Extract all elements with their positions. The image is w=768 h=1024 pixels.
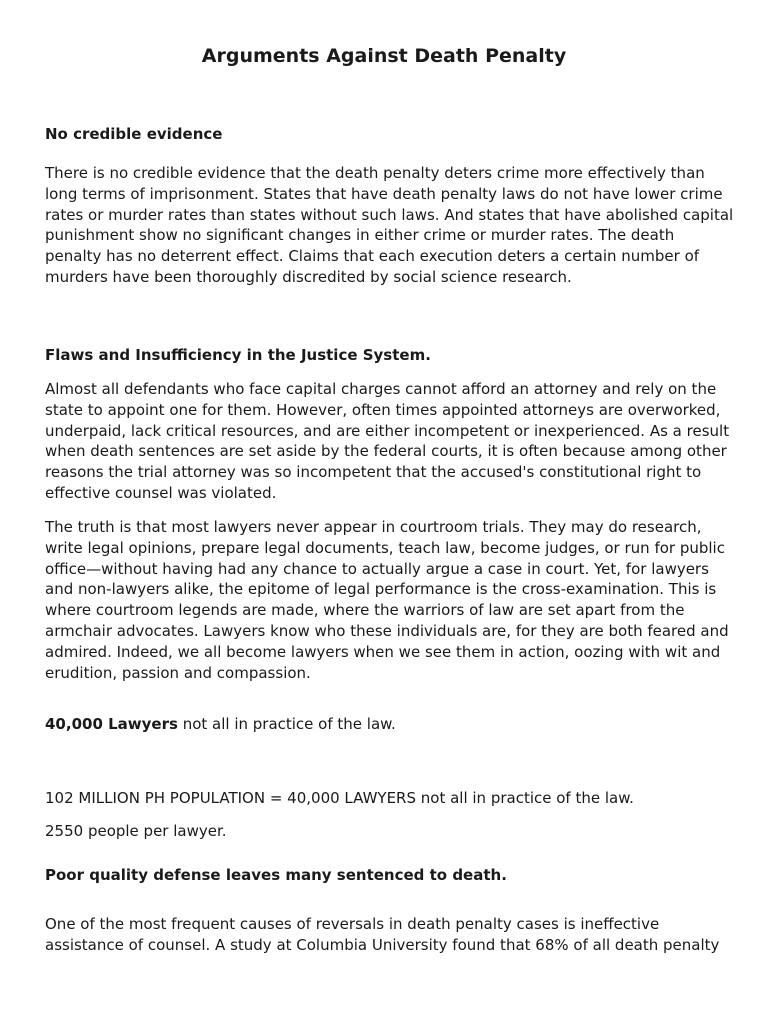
section-heading-no-credible-evidence: No credible evidence bbox=[45, 125, 223, 143]
document-title: Arguments Against Death Penalty bbox=[201, 45, 567, 67]
population-line: 102 MILLION PH POPULATION = 40,000 LAWYERS not all in practice of the law. bbox=[45, 789, 634, 807]
section-heading-poor-defense: Poor quality defense leaves many sentenced to death. bbox=[45, 866, 507, 884]
per-lawyer-line: 2550 people per lawyer. bbox=[45, 822, 227, 840]
section-paragraph: The truth is that most lawyers never appear in courtroom trials. They may do research, write legal opinions, prepare legal documents, teach law, become judges, or run for public office—without having had any chance to actually argue a case in court. Yet, for lawyers and non-lawyers alike, the epitome of legal performance is the cross-examination. This is where courtroom legends are made, where the warriors of law are set apart from the armchair advocates. Lawyers know who these individuals are, for they are both feared and admired. Indeed, we all become lawyers when we see them in action, oozing with wit and erudition, passion and compassion. bbox=[45, 518, 729, 682]
section-paragraph: Almost all defendants who face capital charges cannot afford an attorney and rely on the state to appoint one for them. However, often times appointed attorneys are overworked, underpaid, lack critical resources, and are either incompetent or inexperienced. As a result when death sentences are set aside by the federal courts, it is often because among other reasons the trial attorney was so incompetent that the accused's constitutional right to effective counsel was violated. bbox=[45, 380, 730, 502]
section-heading-justice-system: Flaws and Insufficiency in the Justice System. bbox=[45, 346, 431, 364]
section-paragraph: One of the most frequent causes of reversals in death penalty cases is ineffective assistance of counsel. A study at Columbia University found that 68% of all death penalty bbox=[45, 915, 720, 954]
lawyers-count-line bbox=[45, 714, 735, 735]
lawyers-count-rest: not all in practice of the law. bbox=[177, 715, 396, 733]
section-paragraph: There is no credible evidence that the death penalty deters crime more effectively than long terms of imprisonment. States that have death penalty laws do not have lower crime rates or murder rates than states without such laws. And states that have abolished capital punishment show no significant changes in either crime or murder rates. The death penalty has no deterrent effect. Claims that each execution deters a certain number of murders have been thoroughly discredited by social science research. bbox=[45, 164, 734, 286]
lawyers-count-bold: 40,000 Lawyers bbox=[45, 715, 178, 733]
